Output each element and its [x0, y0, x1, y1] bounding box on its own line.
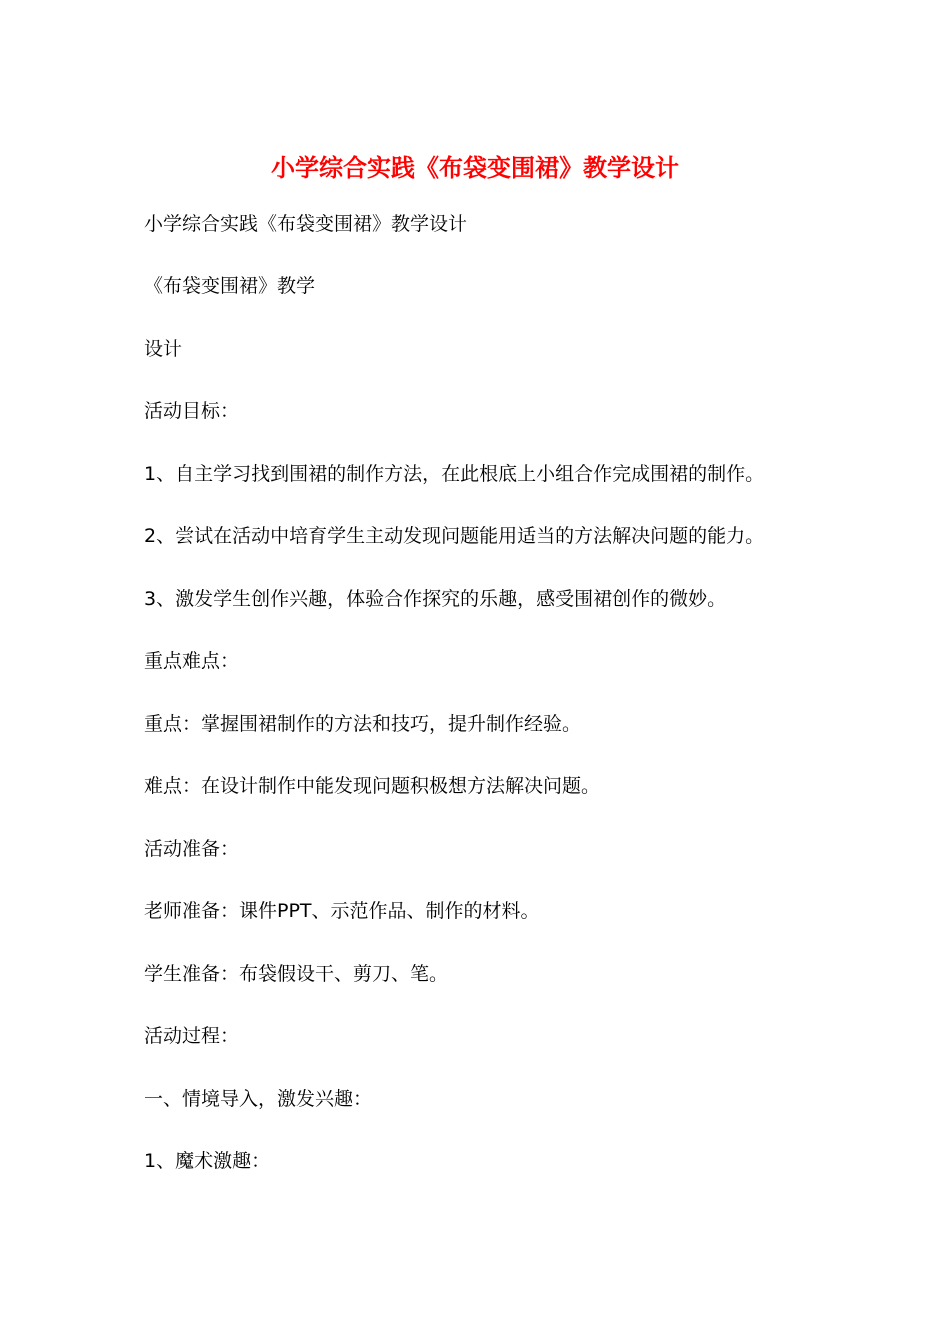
key-point: 重点：掌握围裙制作的方法和技巧，提升制作经验。 [144, 713, 582, 735]
heading-activity-goals: 活动目标： [144, 400, 240, 422]
process-step-1: 1、魔术激趣： [144, 1150, 271, 1172]
paragraph-subtitle: 小学综合实践《布袋变围裙》教学设计 [144, 213, 468, 235]
teacher-preparation: 老师准备：课件PPT、示范作品、制作的材料。 [144, 900, 540, 922]
difficult-point: 难点：在设计制作中能发现问题积极想方法解决问题。 [144, 775, 601, 797]
process-section-1: 一、情境导入，激发兴趣： [144, 1088, 373, 1110]
paragraph-book-title: 《布袋变围裙》教学 [144, 275, 316, 297]
document-title: 小学综合实践《布袋变围裙》教学设计 [271, 153, 679, 182]
goal-item-2: 2、尝试在活动中培育学生主动发现问题能用适当的方法解决问题的能力。 [144, 525, 765, 547]
goal-item-3: 3、激发学生创作兴趣，体验合作探究的乐趣，感受围裙创作的微妙。 [144, 588, 727, 610]
student-preparation: 学生准备：布袋假设干、剪刀、笔。 [144, 963, 449, 985]
goal-item-1: 1、自主学习找到围裙的制作方法，在此根底上小组合作完成围裙的制作。 [144, 463, 765, 485]
paragraph-design: 设计 [144, 338, 183, 360]
heading-key-difficult-points: 重点难点： [144, 650, 240, 672]
heading-activity-process: 活动过程： [144, 1025, 240, 1047]
heading-activity-preparation: 活动准备： [144, 838, 240, 860]
